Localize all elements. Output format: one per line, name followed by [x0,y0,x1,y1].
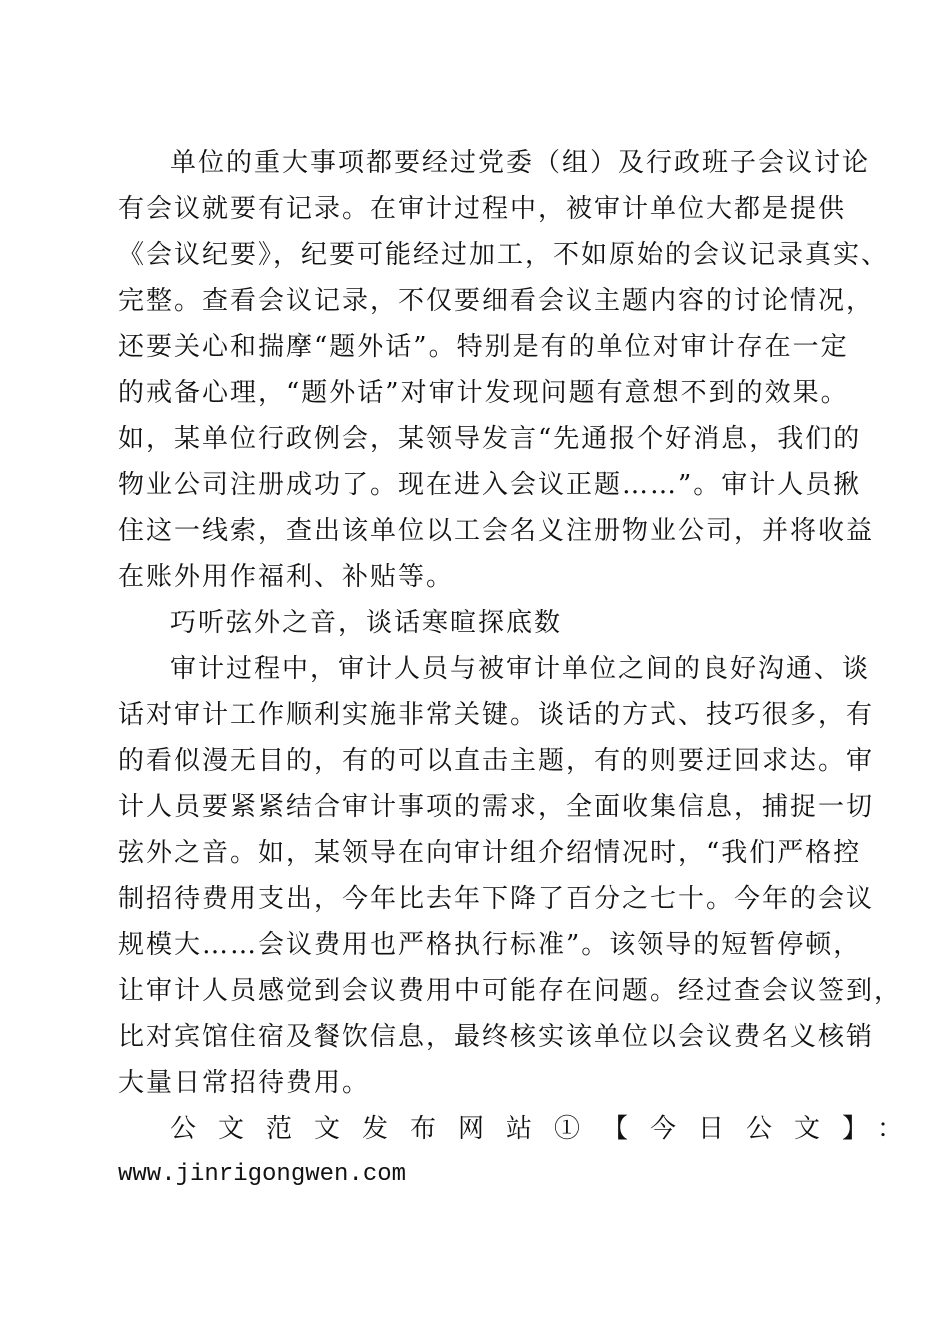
text-line: 制招待费用支出，今年比去年下降了百分之七十。今年的会议 [118,884,875,914]
text-line: 《会议纪要》，纪要可能经过加工，不如原始的会议记录真实、 [118,240,890,270]
text-line: 审计过程中，审计人员与被审计单位之间的良好沟通、谈 [170,654,871,684]
text-line: 大量日常招待费用。 [118,1068,371,1098]
website-url: www.jinrigongwen.com [118,1161,407,1188]
text-line: 住这一线索，查出该单位以工会名义注册物业公司，并将收益 [118,516,875,546]
text-line: 如，某单位行政例会，某领导发言“先通报个好消息，我们的 [118,424,862,454]
text-line: 完整。查看会议记录，不仅要细看会议主题内容的讨论情况， [118,286,875,316]
website-label: 公文范文发布网站①【今日公文】： [170,1114,926,1144]
text-line: 弦外之音。如，某领导在向审计组介绍情况时，“我们严格控 [118,838,862,868]
text-line: 物业公司注册成功了。现在进入会议正题……”。审计人员揪 [118,470,862,500]
text-line: 计人员要紧紧结合审计事项的需求，全面收集信息，捕捉一切 [118,792,875,822]
text-line: 在账外用作福利、补贴等。 [118,562,455,592]
text-line: 的看似漫无目的，有的可以直击主题，有的则要迂回求达。审 [118,746,875,776]
text-line: 有会议就要有记录。在审计过程中，被审计单位大都是提供 [118,194,847,224]
text-line: 单位的重大事项都要经过党委（组）及行政班子会议讨论 [170,148,871,178]
text-line: 让审计人员感觉到会议费用中可能存在问题。经过查会议签到， [118,976,903,1006]
text-line: 话对审计工作顺利实施非常关键。谈话的方式、技巧很多，有 [118,700,875,730]
text-line: 比对宾馆住宿及餐饮信息，最终核实该单位以会议费名义核销 [118,1022,875,1052]
text-line: 还要关心和揣摩“题外话”。特别是有的单位对审计存在一定 [118,332,849,362]
text-line: 规模大……会议费用也严格执行标准”。该领导的短暂停顿， [118,930,862,960]
text-line: 的戒备心理，“题外话”对审计发现问题有意想不到的效果。 [118,378,849,408]
section-heading: 巧听弦外之音，谈话寒暄探底数 [170,608,563,638]
